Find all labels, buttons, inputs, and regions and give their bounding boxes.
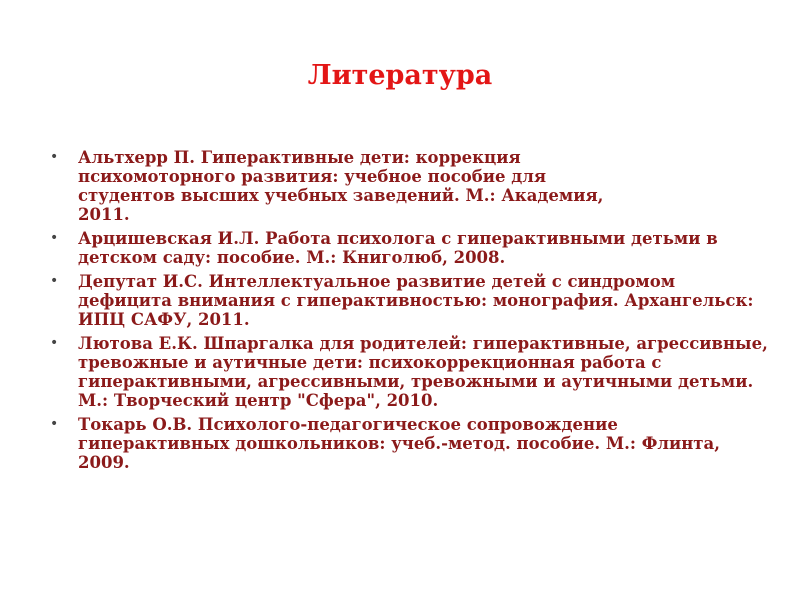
bullet-icon: • <box>50 273 59 289</box>
reference-text: Депутат И.С. Интеллектуальное развитие детей с синдромом дефицита внимания с гиперактивностью: монография. Архангельск: ИПЦ САФУ, 2011. <box>78 272 754 329</box>
reference-text: Альтхерр П. Гиперактивные дети: коррекция психомоторного развития: учебное пособие для студентов высших учебных заведений. М.: Академия, 2011. <box>78 148 604 224</box>
slide-title: Литература <box>307 60 493 91</box>
reference-item <box>48 229 768 267</box>
bullet-icon: • <box>50 149 59 165</box>
reference-text: Токарь О.В. Психолого-педагогическое сопровождение гиперактивных дошкольников: учеб.-метод. пособие. М.: Флинта, 2009. <box>78 415 720 472</box>
reference-item <box>48 148 768 224</box>
reference-list <box>48 148 768 477</box>
bullet-icon: • <box>50 230 59 246</box>
reference-item <box>48 415 768 472</box>
reference-item <box>48 334 768 410</box>
bullet-icon: • <box>50 416 59 432</box>
reference-text: Лютова Е.К. Шпаргалка для родителей: гиперактивные, агрессивные, тревожные и аутичные дети: психокоррекционная работа с гиперактивными, агрессивными, тревожными и аутичными детьми. М.: Творческий центр "Сфера", 2010. <box>78 334 768 410</box>
bullet-icon: • <box>50 335 59 351</box>
reference-item <box>48 272 768 329</box>
reference-text: Арцишевская И.Л. Работа психолога с гиперактивными детьми в детском саду: пособие. М.: Книголюб, 2008. <box>78 229 718 267</box>
